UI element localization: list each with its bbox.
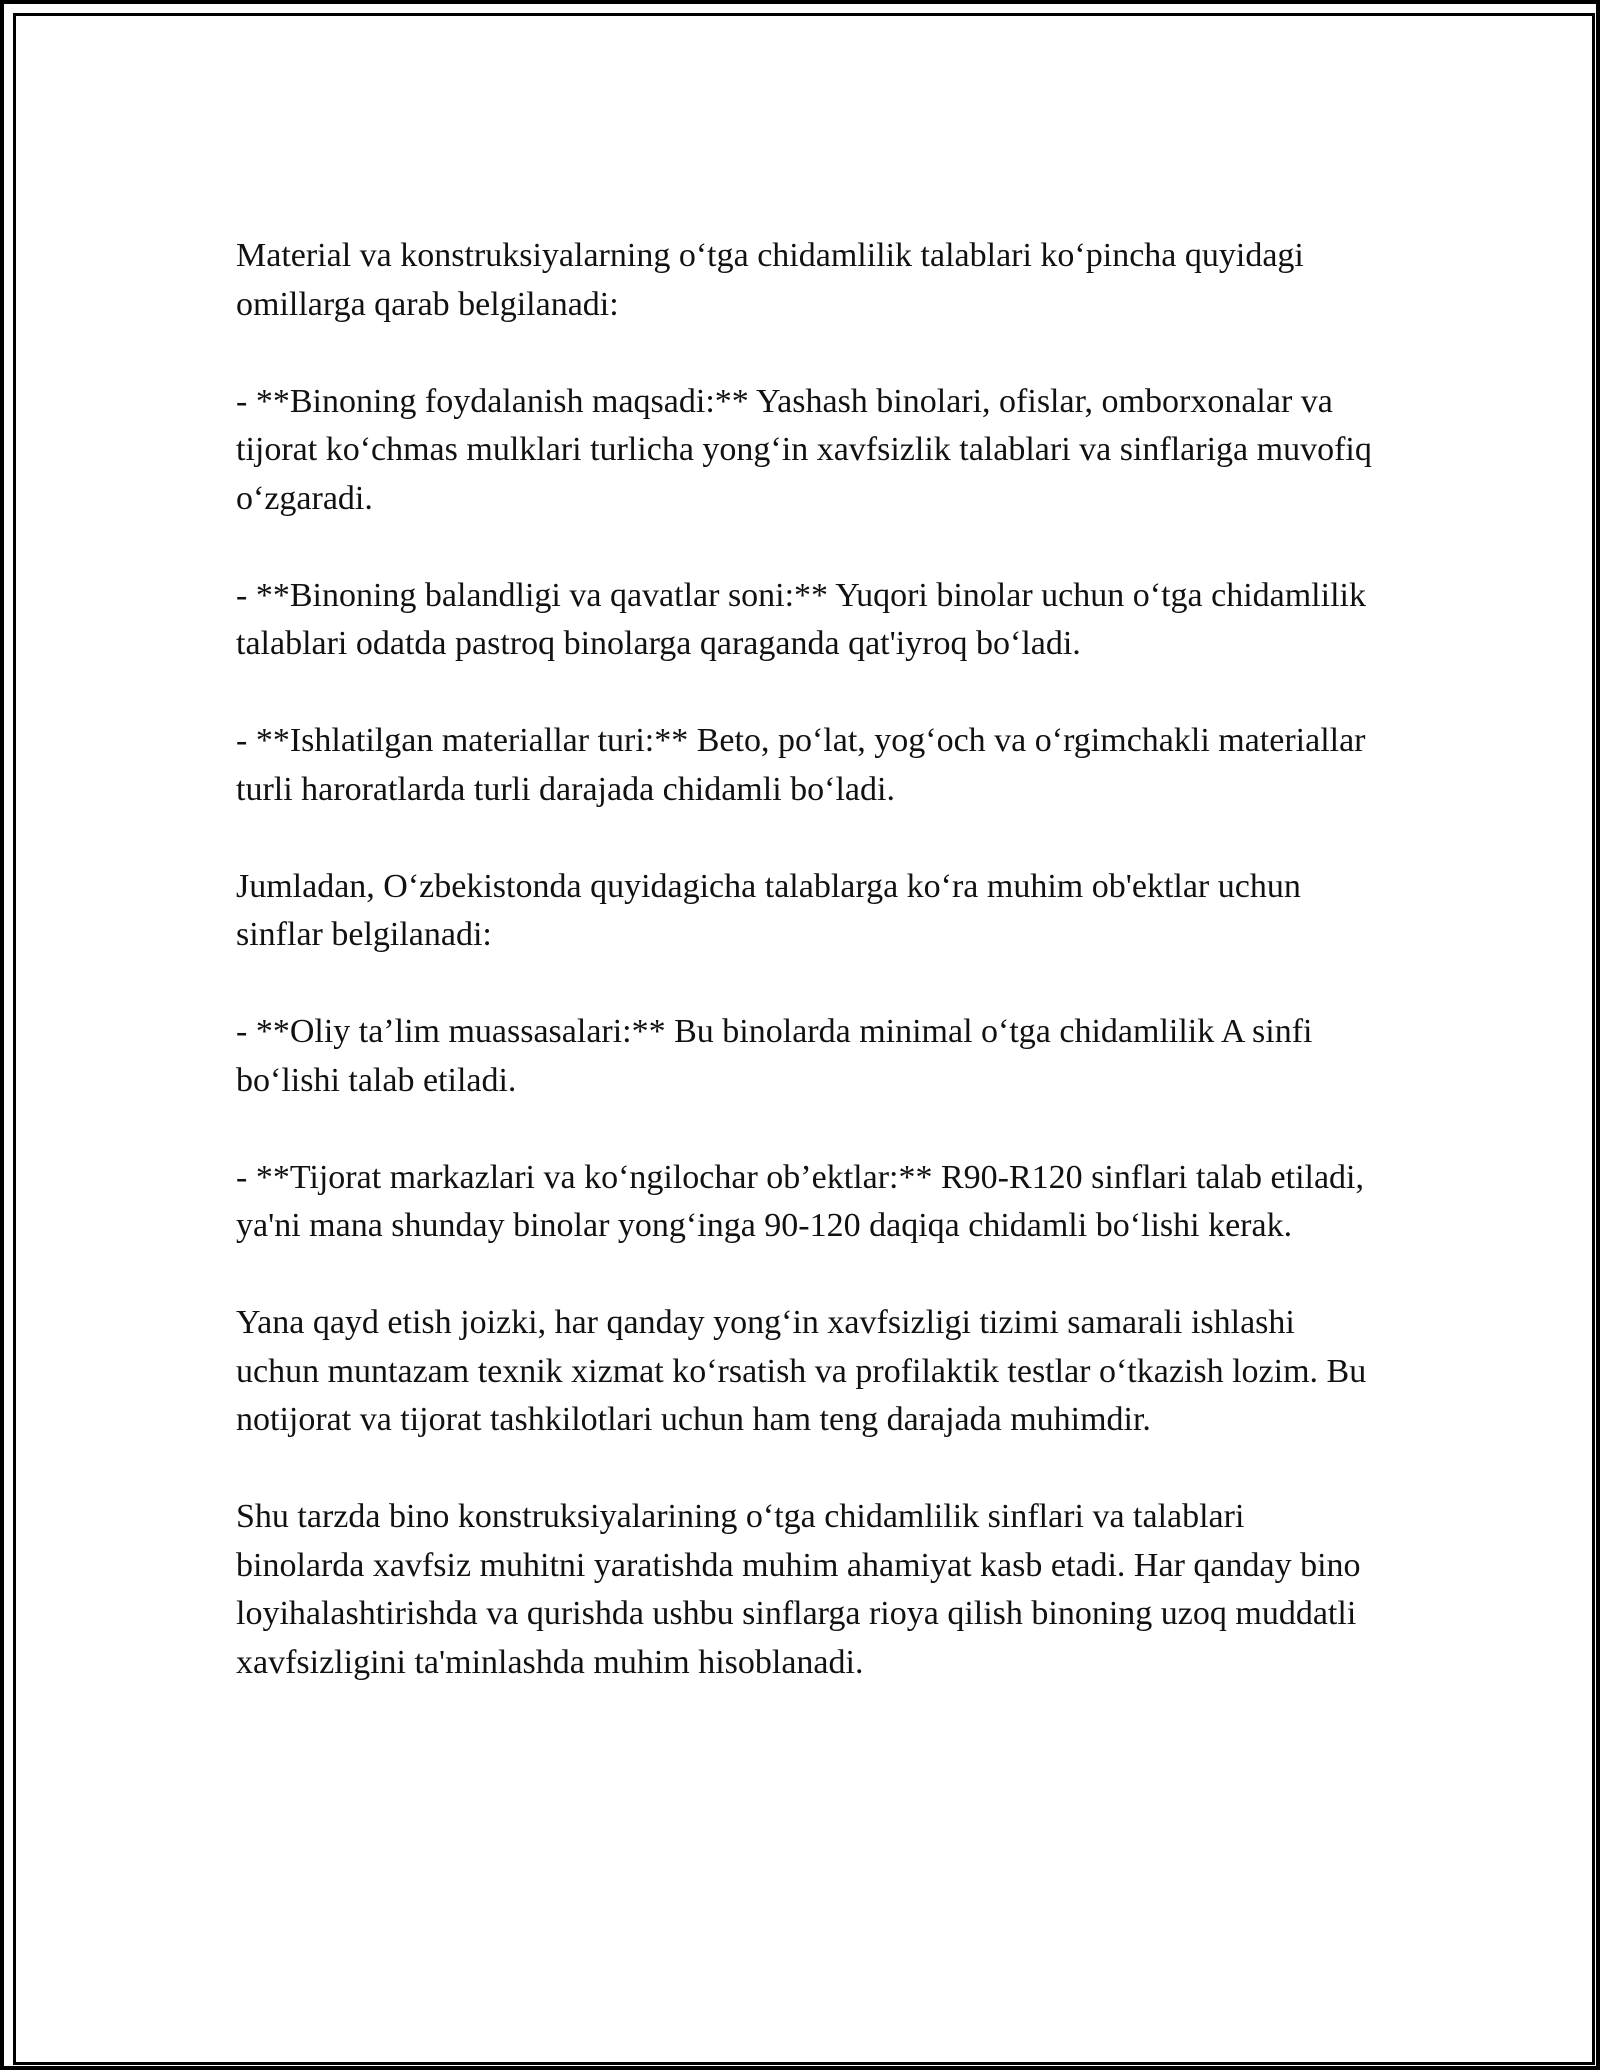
paragraph-bullet-materials: - **Ishlatilgan materiallar turi:** Beto, po‘lat, yog‘och va o‘rgimchakli materiallar turli haroratlarda turli darajada chidamli bo‘ladi.: [236, 722, 1366, 808]
paragraph-intro: Material va konstruksiyalarning o‘tga chidamlilik talablari ko‘pincha quyidagi omillarga qarab belgilanadi:: [236, 237, 1304, 323]
paragraph-conclusion: Shu tarzda bino konstruksiyalarining o‘tga chidamlilik sinflari va talablari binolarda xavfsiz muhitni yaratishda muhim ahamiyat kasb etadi. Har qanday bino loyihalashtirishda va qurishda ushbu sinflarga rioya qilish binoning uzoq muddatli xavfsizligini ta'minlashda muhim hisoblanadi.: [236, 1498, 1361, 1681]
paragraph-bullet-commercial: - **Tijorat markazlari va ko‘ngilochar ob’ektlar:** R90-R120 sinflari talab etiladi, ya'ni mana shunday binolar yong‘inga 90-120 daqiqa chidamli bo‘lishi kerak.: [236, 1158, 1364, 1244]
paragraph-bullet-higher-education: - **Oliy ta’lim muassasalari:** Bu binolarda minimal o‘tga chidamlilik A sinfi bo‘lishi talab etiladi.: [236, 1013, 1313, 1099]
paragraph-uzbekistan: Jumladan, O‘zbekistonda quyidagicha talablarga ko‘ra muhim ob'ektlar uchun sinflar belgilanadi:: [236, 867, 1301, 953]
document-body: [236, 232, 1376, 1687]
paragraph-bullet-purpose: - **Binoning foydalanish maqsadi:** Yashash binolari, ofislar, omborxonalar va tijorat ko‘chmas mulklari turlicha yong‘in xavfsizlik talablari va sinflariga muvofiq o‘zgaradi.: [236, 382, 1372, 517]
paragraph-maintenance: Yana qayd etish joizki, har qanday yong‘in xavfsizligi tizimi samarali ishlashi uchun muntazam texnik xizmat ko‘rsatish va profilaktik testlar o‘tkazish lozim. Bu notijorat va tijorat tashkilotlari uchun ham teng darajada muhimdir.: [236, 1304, 1367, 1438]
paragraph-bullet-height: - **Binoning balandligi va qavatlar soni:** Yuqori binolar uchun o‘tga chidamlilik talablari odatda pastroq binolarga qaraganda qat'iyroq bo‘ladi.: [236, 576, 1366, 662]
